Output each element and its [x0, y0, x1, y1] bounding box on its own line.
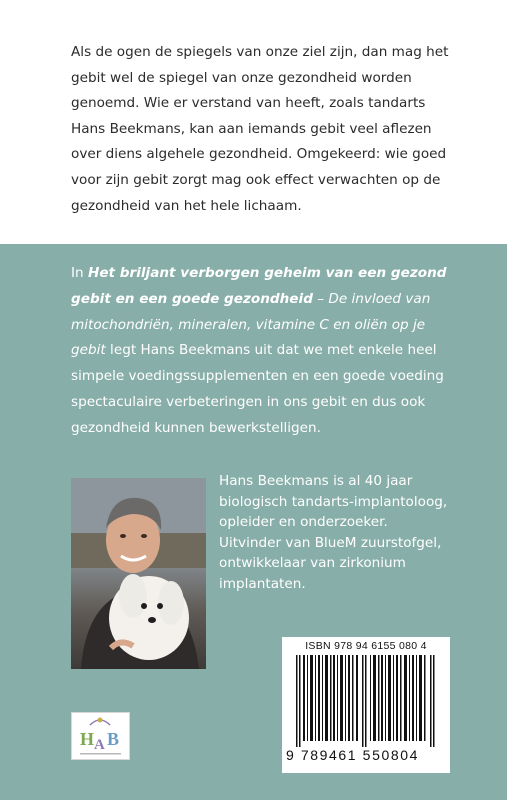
author-bio: Hans Beekmans is al 40 jaar biologisch tandarts-implantoloog, opleider en onderzoeker. Uitvinder van BlueM zuurstofgel, ontwikkelaar van zirkonium implantaten. — [219, 473, 448, 592]
isbn-label: ISBN 978 94 6155 080 4 — [305, 640, 427, 652]
description-panel — [0, 244, 507, 800]
barcode-number: 9 789461 550804 — [286, 747, 419, 763]
barcode-bars — [296, 655, 436, 747]
book-description — [71, 261, 456, 442]
author-with-dog-image — [71, 478, 206, 669]
book-title: Het briljant verborgen geheim van een gezond gebit en een goede gezondheid — [71, 265, 447, 307]
isbn-barcode — [282, 637, 450, 773]
svg-text:B: B — [107, 729, 120, 749]
intro-section — [0, 0, 507, 244]
lead-body: legt Hans Beekmans uit dat we met enkele heel simpele voedingssupplementen en een goede voeding spectaculaire verbeteringen in ons gebit en dus ook gezondheid kunnen bewerkstelligen. — [71, 342, 444, 436]
book-subtitle: – De invloed van mitochondriën, mineralen, vitamine C en oliën op je gebit — [71, 290, 431, 359]
author-photo — [71, 478, 206, 669]
intro-text: Als de ogen de spiegels van onze ziel zijn, dan mag het gebit wel de spiegel van onze gezondheid worden genoemd. Wie er verstand van heeft, zoals tandarts Hans Beekmans, kan aan iemands gebit veel aflezen over diens algehele gezondheid. Omgekeerd: wie goed voor zijn gebit zorgt mag ook effect verwachten op de gezondheid van het hele lichaam. — [71, 44, 449, 214]
lead-prefix: In — [71, 265, 88, 281]
svg-text:A: A — [94, 737, 105, 753]
svg-text:H: H — [80, 729, 95, 749]
publisher-logo-icon — [72, 713, 129, 759]
publisher-logo — [71, 712, 130, 760]
